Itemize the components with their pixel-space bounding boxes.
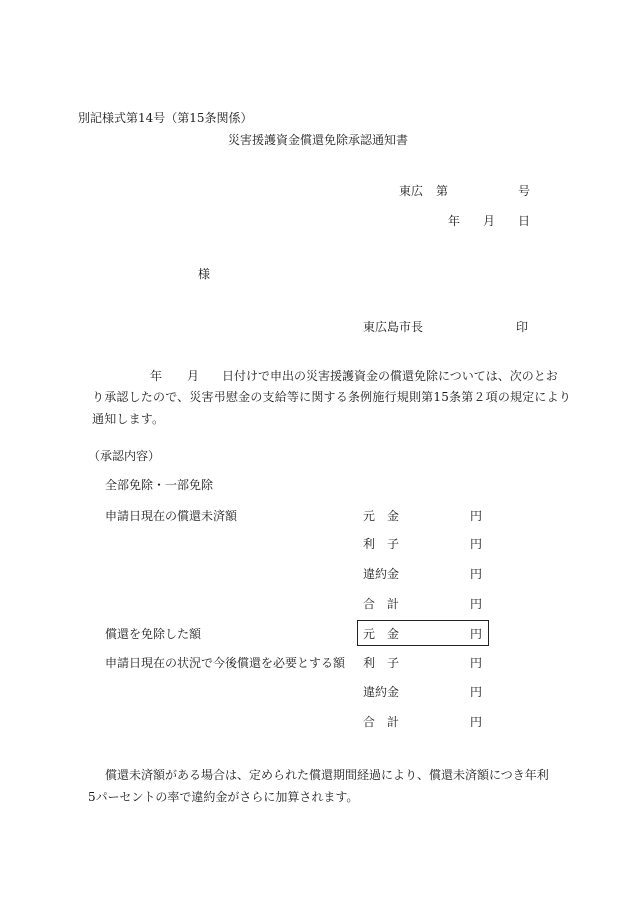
unit-yen: 円 [470, 685, 483, 699]
unit-yen: 円 [470, 509, 483, 523]
item-principal-2: 元 金 [363, 627, 400, 641]
reference-dai: 第 [436, 184, 449, 198]
item-total-2: 合 計 [363, 715, 400, 729]
approval-type: 全部免除・一部免除 [105, 478, 214, 492]
note-line-2: 5パーセントの率で違約金がさらに加算されます。 [88, 790, 359, 804]
date-day: 日 [518, 214, 531, 228]
group2-label-exempt: 償還を免除した額 [105, 627, 202, 641]
seal-mark: 印 [516, 320, 529, 334]
body-line-2: り承認したので、災害弔慰金の支給等に関する条例施行規則第15条第２項の規定により [92, 390, 572, 404]
body-line-1: 日付けで申出の災害援護資金の償還免除については、次のとお [222, 369, 558, 383]
group1-label: 申請日現在の償還未済額 [105, 509, 238, 523]
note-line-1: 償還未済額がある場合は、定められた償還期間経過により、償還未済額につき年利 [105, 768, 549, 782]
issuer-name: 東広島市長 [363, 320, 424, 334]
unit-yen: 円 [470, 627, 483, 641]
unit-yen: 円 [470, 567, 483, 581]
unit-yen: 円 [470, 715, 483, 729]
item-principal-1: 元 金 [363, 509, 400, 523]
body-year: 年 [150, 369, 163, 383]
reference-gou: 号 [518, 184, 531, 198]
item-total-1: 合 計 [363, 597, 400, 611]
body-month: 月 [187, 369, 200, 383]
item-interest-2: 利 子 [363, 656, 400, 670]
approval-heading: （承認内容） [88, 449, 161, 463]
reference-prefix: 東広 [399, 184, 424, 198]
item-penalty-1: 違約金 [363, 567, 400, 581]
unit-yen: 円 [470, 597, 483, 611]
date-year: 年 [448, 214, 461, 228]
recipient-honorific: 様 [198, 267, 211, 281]
body-line-3: 通知します。 [92, 412, 165, 426]
document-title: 災害援護資金償還免除承認通知書 [228, 133, 409, 147]
item-interest-1: 利 子 [363, 537, 400, 551]
group2-label-remaining: 申請日現在の状況で今後償還を必要とする額 [105, 656, 346, 670]
unit-yen: 円 [470, 656, 483, 670]
item-penalty-2: 違約金 [363, 685, 400, 699]
form-label: 別記様式第14号（第15条関係） [78, 111, 253, 125]
unit-yen: 円 [470, 537, 483, 551]
date-month: 月 [483, 214, 496, 228]
